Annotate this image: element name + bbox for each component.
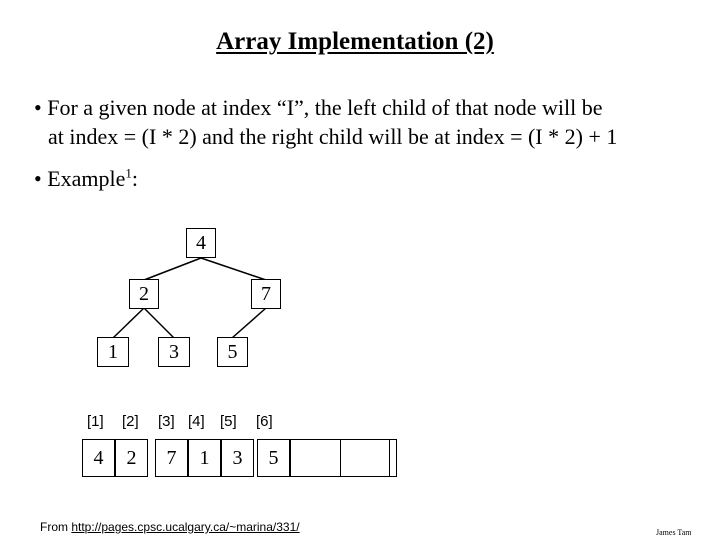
example-suffix: : [131, 166, 139, 191]
footer-prefix: From [40, 520, 72, 534]
tree-node-root: 4 [186, 228, 216, 258]
array-cell-9 [389, 439, 397, 477]
definition-line-2: at index = (I * 2) and the right child will be at index = (I * 2) + 1 [48, 124, 618, 149]
array-cell-4: 1 [188, 439, 221, 477]
array-cell-6: 5 [257, 439, 290, 477]
array-index-1: [1] [87, 413, 104, 430]
definition-line-1: • For a given node at index “I”, the left child of that node will be [34, 95, 603, 120]
tree-node-right-left: 5 [217, 337, 248, 367]
slide-title: Array Implementation (2) [216, 28, 494, 55]
edge-root-left [144, 258, 201, 280]
array-cell-8 [340, 439, 390, 477]
array-index-4: [4] [188, 413, 205, 430]
array-cell-7 [290, 439, 341, 477]
edge-2-1 [113, 308, 144, 338]
array-index-2: [2] [122, 413, 139, 430]
array-cell-3: 7 [155, 439, 188, 477]
tree-node-right: 7 [251, 279, 281, 309]
tree-node-left-left: 1 [97, 337, 129, 367]
array-index-6: [6] [256, 413, 273, 430]
example-footnote: 1 [125, 165, 132, 181]
array-cell-1: 4 [82, 439, 115, 477]
author-credit: James Tam [656, 528, 692, 537]
array-cell-5: 3 [221, 439, 254, 477]
edge-root-right [201, 258, 266, 280]
source-link[interactable]: http://pages.cpsc.ucalgary.ca/~marina/331/ [71, 520, 300, 534]
edge-7-5 [232, 308, 266, 338]
edge-2-3 [144, 308, 174, 338]
example-label: • Example [34, 166, 126, 191]
source-footer [40, 520, 300, 534]
tree-node-left: 2 [129, 279, 159, 309]
array-index-3: [3] [158, 413, 175, 430]
array-index-5: [5] [220, 413, 237, 430]
tree-node-left-right: 3 [158, 337, 190, 367]
array-cell-2: 2 [115, 439, 148, 477]
